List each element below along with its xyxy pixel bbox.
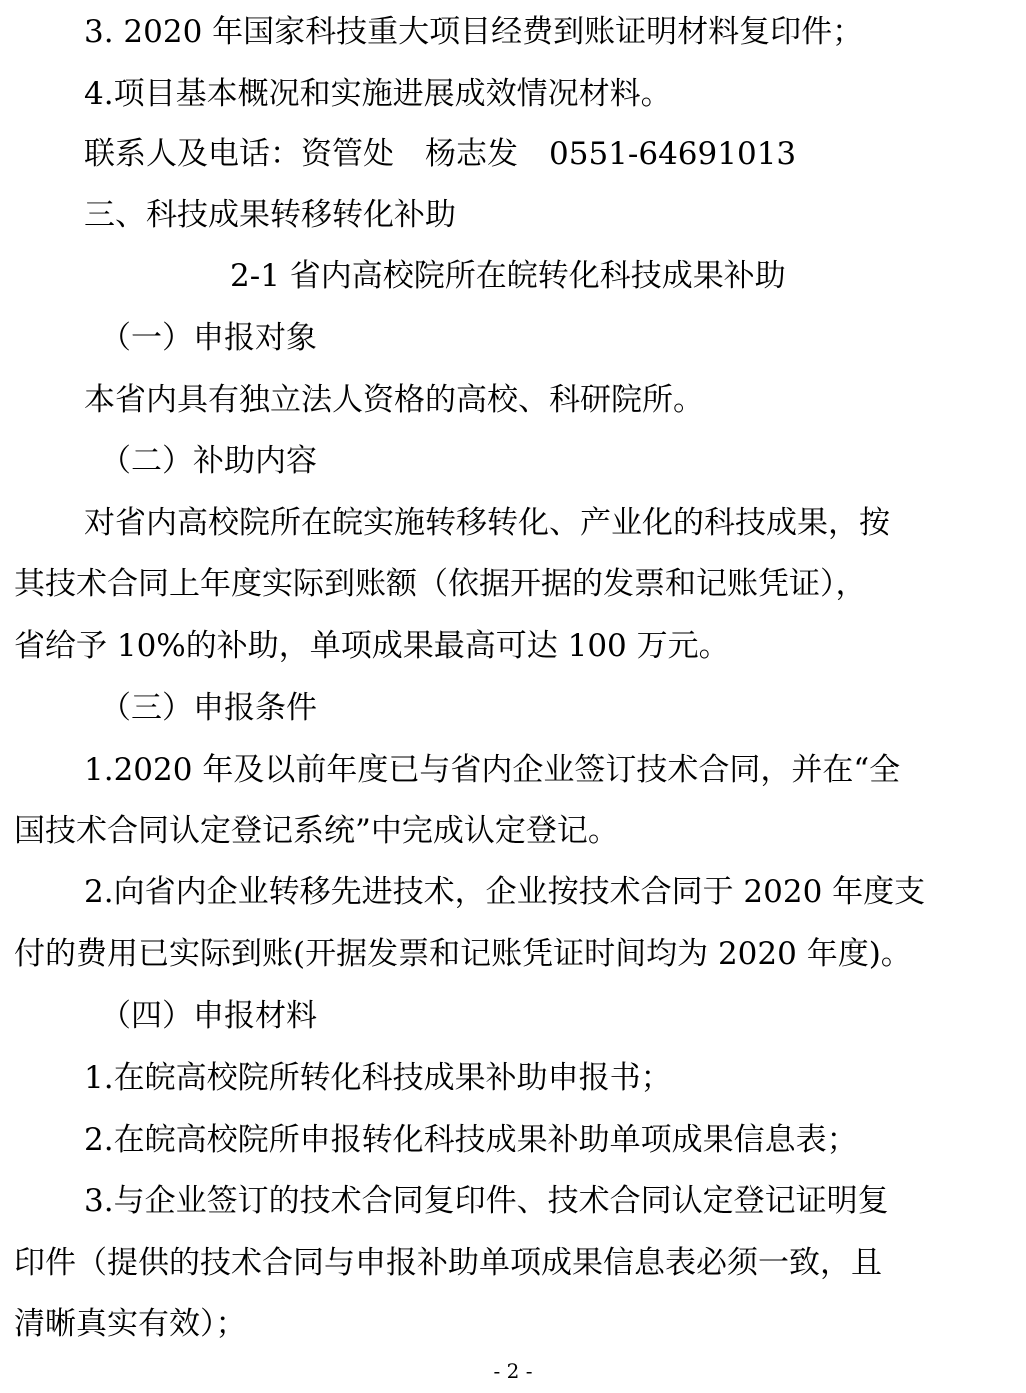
subsection-title-2-1: 2-1 省内高校院所在皖转化科技成果补助: [230, 258, 786, 294]
paragraph-subsidy-line-3: 省给予 10%的补助，单项成果最高可达 100 万元。: [14, 628, 730, 664]
heading-conditions: （三）申报条件: [100, 690, 317, 726]
material-2: 2.在皖高校院所申报转化科技成果补助单项成果信息表；: [84, 1122, 858, 1158]
paragraph-subsidy-line-2: 其技术合同上年度实际到账额（依据开据的发票和记账凭证），: [14, 566, 867, 602]
condition-2-line-2: 付的费用已实际到账(开据发票和记账凭证时间均为 2020 年度)。: [14, 936, 912, 972]
heading-subsidy-content: （二）补助内容: [100, 443, 317, 479]
condition-2-line-1: 2.向省内企业转移先进技术，企业按技术合同于 2020 年度支: [84, 874, 926, 910]
heading-applicants: （一）申报对象: [100, 320, 317, 356]
material-1: 1.在皖高校院所转化科技成果补助申报书；: [84, 1060, 672, 1096]
page-number: - 2 -: [493, 1359, 533, 1383]
condition-1-line-2: 国技术合同认定登记系统”中完成认定登记。: [14, 813, 619, 849]
material-3-line-3: 清晰真实有效）；: [14, 1306, 247, 1342]
list-item-3: 3. 2020 年国家科技重大项目经费到账证明材料复印件；: [84, 14, 864, 50]
material-3-line-2: 印件（提供的技术合同与申报补助单项成果信息表必须一致，且: [14, 1245, 882, 1281]
section-heading-3: 三、科技成果转移转化补助: [84, 197, 456, 233]
list-item-4: 4.项目基本概况和实施进展成效情况材料。: [84, 76, 672, 112]
condition-1-line-1: 1.2020 年及以前年度已与省内企业签订技术合同，并在“全: [84, 752, 901, 788]
paragraph-subsidy-line-1: 对省内高校院所在皖实施转移转化、产业化的科技成果，按: [84, 505, 890, 541]
material-3-line-1: 3.与企业签订的技术合同复印件、技术合同认定登记证明复: [84, 1183, 889, 1219]
paragraph-applicants: 本省内具有独立法人资格的高校、科研院所。: [84, 382, 704, 418]
contact-line: 联系人及电话：资管处 杨志发 0551-64691013: [84, 136, 797, 172]
heading-materials: （四）申报材料: [100, 998, 317, 1034]
